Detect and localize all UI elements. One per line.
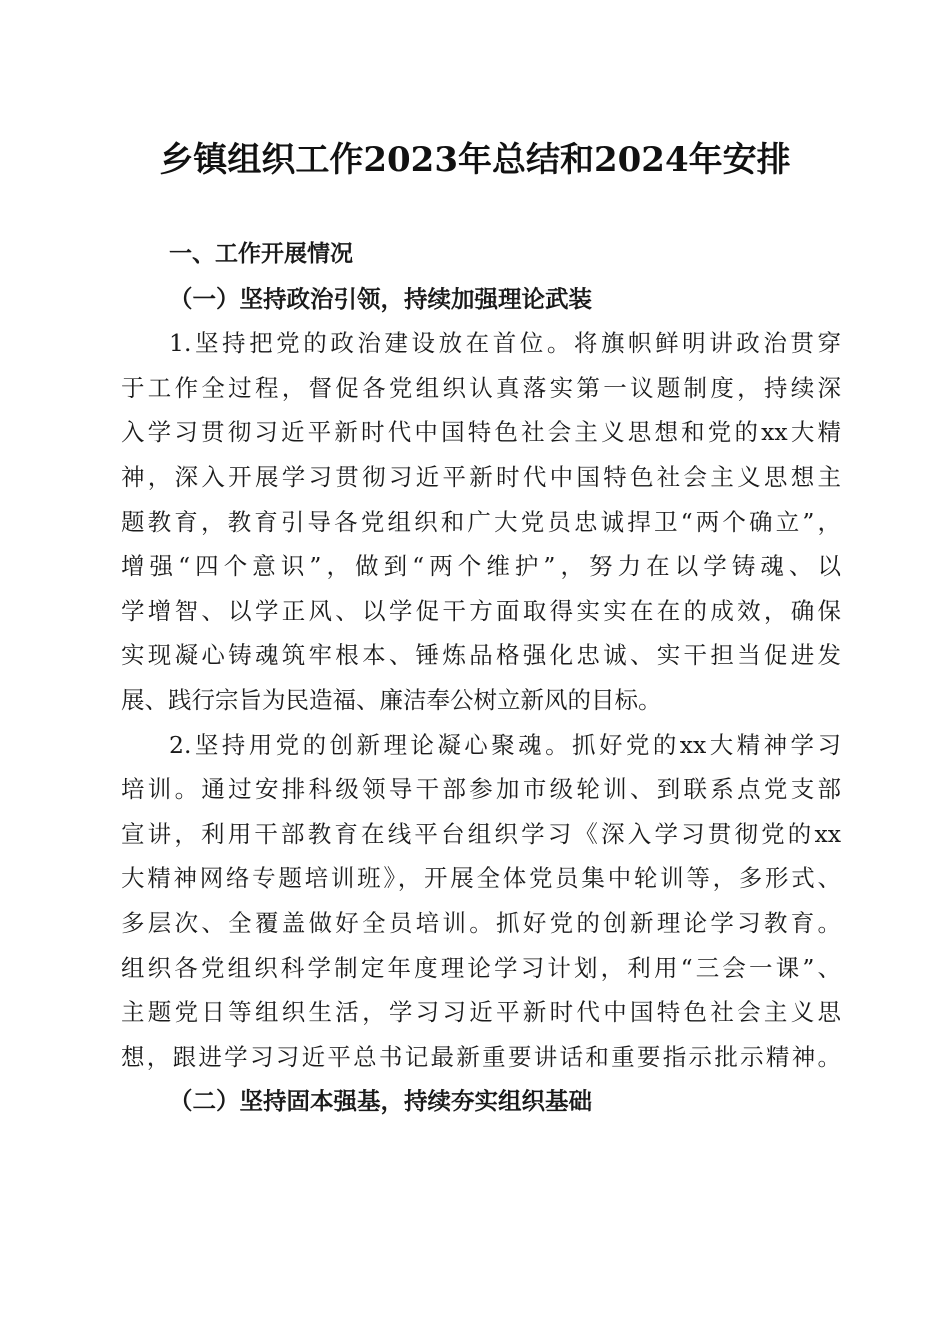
paragraph-line: 组织各党组织科学制定年度理论学习计划，利用“三会一课”、 (121, 953, 841, 982)
subsection-heading-1: （一）坚持政治引领，持续加强理论武装 (169, 284, 592, 313)
paragraph-line: 大精神网络专题培训班》，开展全体党员集中轮训等，多形式、 (121, 864, 841, 893)
paragraph-line: 入学习贯彻习近平新时代中国特色社会主义思想和党的xx大精 (121, 418, 841, 447)
subsection-heading-2: （二）坚持固本强基，持续夯实组织基础 (169, 1087, 592, 1116)
paragraph-line: 增强“四个意识”，做到“两个维护”，努力在以学铸魂、以 (121, 552, 841, 581)
paragraph-line: 培训。通过安排科级领导干部参加市级轮训、到联系点党支部 (121, 775, 841, 804)
paragraph-line: 学增智、以学正风、以学促干方面取得实实在在的成效，确保 (121, 596, 841, 625)
document-body (121, 232, 841, 1124)
paragraph-1 (121, 321, 841, 722)
paragraph-line: 于工作全过程，督促各党组织认真落实第一议题制度，持续深 (121, 373, 841, 402)
paragraph-line: 宣讲，利用干部教育在线平台组织学习《深入学习贯彻党的xx (121, 819, 841, 848)
paragraph-line: 1.坚持把党的政治建设放在首位。将旗帜鲜明讲政治贯穿 (169, 329, 841, 358)
paragraph-2 (121, 723, 841, 1080)
paragraph-line: 实现凝心铸魂筑牢根本、锤炼品格强化忠诚、实干担当促进发 (121, 641, 841, 670)
paragraph-line: 神，深入开展学习贯彻习近平新时代中国特色社会主义思想主 (121, 462, 841, 491)
paragraph-line: 主题党日等组织生活，学习习近平新时代中国特色社会主义思 (121, 998, 841, 1027)
paragraph-line: 题教育，教育引导各党组织和广大党员忠诚捍卫“两个确立”， (121, 507, 841, 536)
paragraph-line: 想，跟进学习习近平总书记最新重要讲话和重要指示批示精神。 (121, 1042, 841, 1071)
paragraph-line: 多层次、全覆盖做好全员培训。抓好党的创新理论学习教育。 (121, 908, 841, 937)
document-title: 乡镇组织工作2023年总结和2024年安排 (159, 140, 791, 180)
paragraph-line: 展、践行宗旨为民造福、廉洁奉公树立新风的目标。 (121, 685, 662, 714)
section-heading-1: 一、工作开展情况 (169, 241, 353, 267)
paragraph-line: 2.坚持用党的创新理论凝心聚魂。抓好党的xx大精神学习 (169, 730, 841, 759)
